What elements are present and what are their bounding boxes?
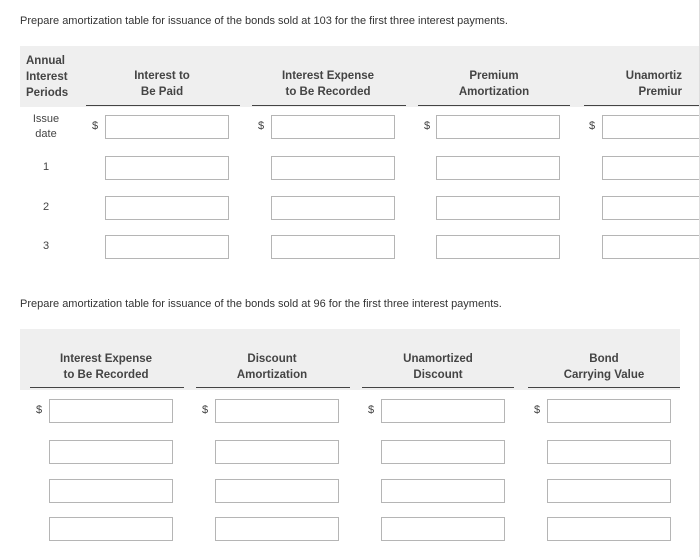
s2-issue-discount-amortization-input[interactable] [215,399,339,423]
s2-row2-discount-amortization-input[interactable] [215,479,339,503]
row2-interest-expense-input[interactable] [271,196,395,220]
header-rule [30,387,184,388]
header-rule [584,105,700,106]
s2-issue-unamortized-discount-input[interactable] [381,399,505,423]
row1-interest-paid-input[interactable] [105,156,229,180]
issue-unamortized-premium-input[interactable] [602,115,700,139]
s2-row1-bond-carrying-value-input[interactable] [547,440,671,464]
dollar-sign: $ [92,120,99,132]
row3-interest-expense-input[interactable] [271,235,395,259]
row1-unamortized-premium-input[interactable] [602,156,700,180]
row-label-1: 1 [42,161,50,173]
s2-issue-bond-carrying-value-input[interactable] [547,399,671,423]
row2-interest-paid-input[interactable] [105,196,229,220]
issue-interest-expense-input[interactable] [271,115,395,139]
row3-unamortized-premium-input[interactable] [602,235,700,259]
row-label-2: 2 [42,201,50,213]
dollar-sign: $ [368,404,375,416]
dollar-sign: $ [534,404,541,416]
col-head-interest-expense-2: Interest Expense to Be Recorded [59,353,153,381]
s2-row1-unamortized-discount-input[interactable] [381,440,505,464]
dollar-sign: $ [258,120,265,132]
col-head-discount-amortization: Discount Amortization [236,353,308,381]
section2-instruction: Prepare amortization table for issuance of the bonds sold at 96 for the first three interest payments. [20,298,502,310]
s2-row3-unamortized-discount-input[interactable] [381,517,505,541]
row3-interest-paid-input[interactable] [105,235,229,259]
header-rule [196,387,350,388]
s2-row1-discount-amortization-input[interactable] [215,440,339,464]
col-head-interest-to-be-paid: Interest to Be Paid [134,70,190,98]
section1-instruction: Prepare amortization table for issuance of the bonds sold at 103 for the first three interest payments. [20,15,508,27]
col-head-unamortized-discount: Unamortized Discount [403,353,473,381]
header-rule [252,105,406,106]
s2-row1-interest-expense-input[interactable] [49,440,173,464]
row2-unamortized-premium-input[interactable] [602,196,700,220]
dollar-sign: $ [424,120,431,132]
col-head-annual-interest-periods: Annual Interest Periods [26,55,69,99]
col-head-interest-expense: Interest Expense to Be Recorded [281,70,375,98]
header-rule [418,105,570,106]
dollar-sign: $ [202,404,209,416]
issue-interest-paid-input[interactable] [105,115,229,139]
col-head-premium-amortization: Premium Amortization [458,70,530,98]
s2-row2-bond-carrying-value-input[interactable] [547,479,671,503]
row-label-issue-date: Issue date [32,113,60,140]
s2-row3-discount-amortization-input[interactable] [215,517,339,541]
row1-premium-amortization-input[interactable] [436,156,560,180]
row1-interest-expense-input[interactable] [271,156,395,180]
row3-premium-amortization-input[interactable] [436,235,560,259]
header-rule [362,387,514,388]
s2-row2-interest-expense-input[interactable] [49,479,173,503]
s2-issue-interest-expense-input[interactable] [49,399,173,423]
header-rule [528,387,680,388]
s2-row3-bond-carrying-value-input[interactable] [547,517,671,541]
dollar-sign: $ [36,404,43,416]
col-head-bond-carrying-value: Bond Carrying Value [563,353,645,381]
issue-premium-amortization-input[interactable] [436,115,560,139]
s2-row2-unamortized-discount-input[interactable] [381,479,505,503]
row-label-3: 3 [42,240,50,252]
row2-premium-amortization-input[interactable] [436,196,560,220]
s2-row3-interest-expense-input[interactable] [49,517,173,541]
col-head-unamortized-premium: Unamortiz Premiur [625,70,682,98]
header-rule [86,105,240,106]
dollar-sign: $ [589,120,596,132]
